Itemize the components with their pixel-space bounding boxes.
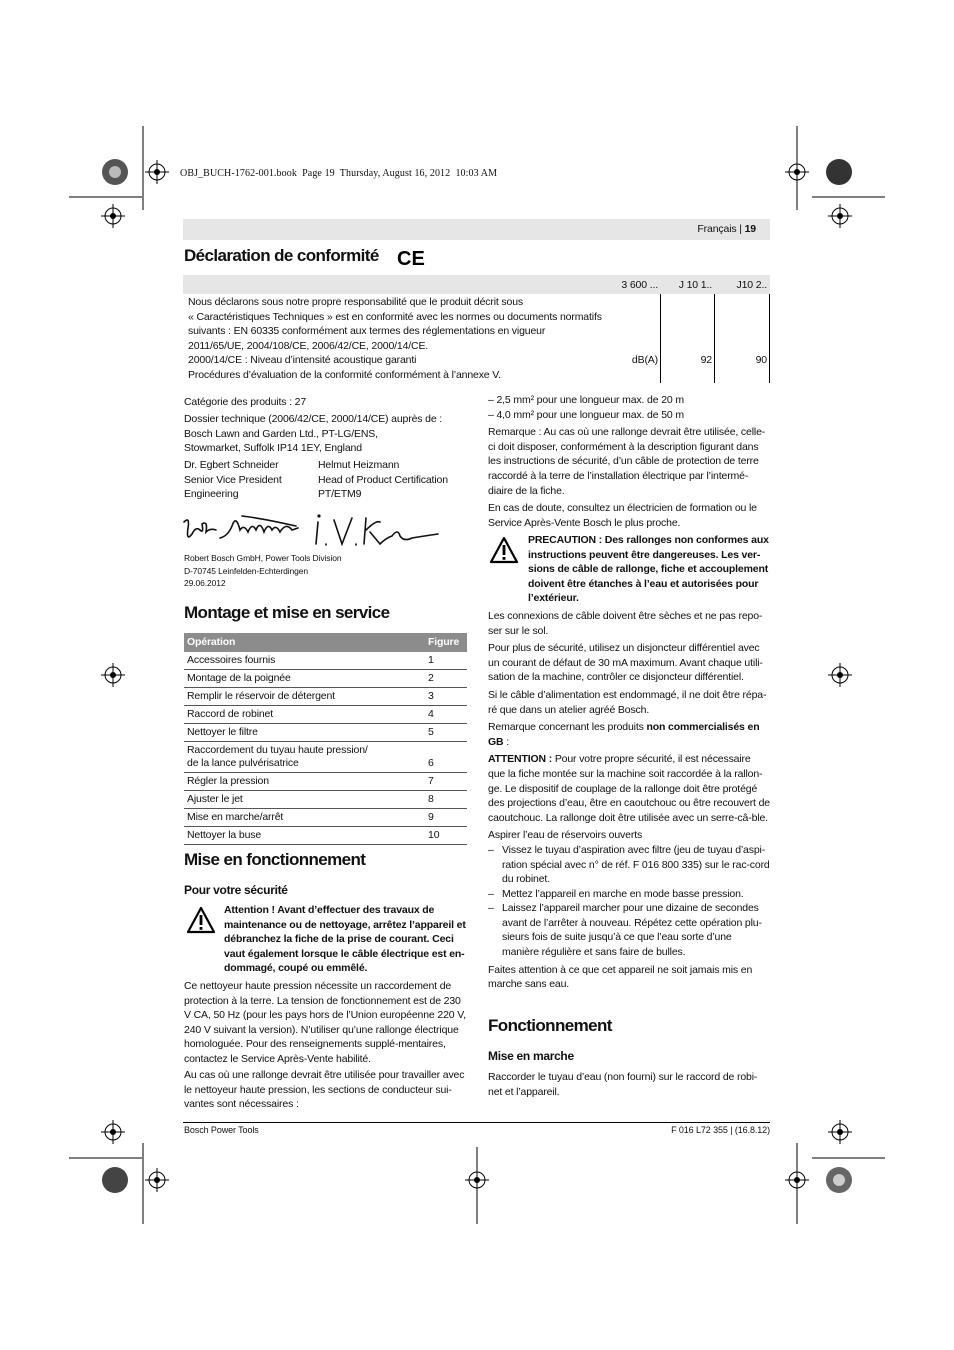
- company-line: D-70745 Leinfelden-Echterdingen: [184, 565, 309, 576]
- value-92: 92: [700, 354, 712, 366]
- figure-cell: 3: [425, 687, 467, 705]
- safety-title: Pour votre sécurité: [184, 883, 288, 897]
- mise-en-marche-title: Mise en marche: [488, 1049, 574, 1063]
- company-line: Robert Bosch GmbH, Power Tools Division: [184, 553, 342, 563]
- page-header: Français | 19: [697, 223, 756, 235]
- faites-paragraph: Faites attention à ce que cet appareil ne soit jamais mis en marche sans eau.: [488, 963, 753, 991]
- dossier-line: Bosch Lawn and Garden Ltd., PT-LG/ENS,: [184, 427, 378, 440]
- technical-dossier: [184, 412, 474, 456]
- signatory-line: Engineering: [184, 488, 239, 501]
- ce-mark: [397, 248, 425, 268]
- operation-cell: Accessoires fournis: [184, 652, 425, 670]
- operations-table: [184, 633, 467, 845]
- signatory-line: PT/ETM9: [318, 488, 362, 501]
- figure-cell: 4: [425, 705, 467, 723]
- col-header-1: 3 600 ...: [621, 279, 658, 291]
- figure-cell: 9: [425, 808, 467, 826]
- statement-line: suivants : EN 60335 conformément aux termes des réglementations en vigueur: [188, 325, 546, 338]
- company-line: 29.06.2012: [184, 578, 226, 588]
- table-row: [184, 723, 467, 741]
- operation-cell: Nettoyer le filtre: [184, 723, 425, 741]
- table-row: [184, 790, 467, 808]
- procedure-line: Procédures d’évaluation de la conformité conformément à l’annexe V.: [188, 368, 501, 381]
- disjoncteur-paragraph: Pour plus de sécurité, utilisez un disjoncteur différentiel avec un courant de défaut de 30 mA maximum. Avant chaque utili-sation de la machine, contrôler ce disjoncteur différentiel.: [488, 642, 763, 684]
- section-line: – 2,5 mm² pour une longueur max. de 20 m: [488, 394, 684, 406]
- declaration-title: Déclaration de conformité: [184, 246, 379, 265]
- right-column-lower: [488, 609, 770, 995]
- operation-cell: Mise en marche/arrêt: [184, 808, 425, 826]
- signatory-line: Dr. Egbert Schneider: [184, 459, 279, 471]
- figure-cell: 10: [425, 826, 467, 844]
- montage-title: Montage et mise en service: [184, 603, 390, 622]
- noise-line: 2000/14/CE : Niveau d’intensité acoustique garanti: [188, 354, 417, 367]
- signatory-line: Helmut Heizmann: [318, 459, 400, 471]
- table-row: [184, 826, 467, 844]
- footer-rule: [183, 1122, 770, 1123]
- value-90: 90: [755, 354, 767, 366]
- operation-cell: Régler la pression: [184, 772, 425, 790]
- col-operation: Opération: [184, 633, 425, 652]
- connexions-paragraph: Les connexions de câble doivent être sèches et ne pas repo-ser sur le sol.: [488, 610, 763, 637]
- svg-text:CE: CE: [397, 248, 425, 268]
- signatory-line: Senior Vice President: [184, 473, 282, 486]
- col-header-2: J 10 1..: [678, 279, 712, 291]
- signatory-line: Head of Product Certification: [318, 473, 448, 486]
- right-column: [488, 393, 770, 533]
- statement-line: Nous déclarons sous notre propre responsabilité que le produit décrit sous: [188, 296, 524, 308]
- gb-remark-colon: :: [503, 735, 509, 748]
- aspirer-line: Aspirer l’eau de réservoirs ouverts: [488, 829, 643, 842]
- operation-cell: Remplir le réservoir de détergent: [184, 687, 425, 705]
- figure-cell: 2: [425, 669, 467, 687]
- fonctionnement-title: Fonctionnement: [488, 1016, 612, 1035]
- col-header-3: J10 2..: [736, 279, 767, 291]
- gb-remark-text: Remarque concernant les produits: [488, 721, 647, 734]
- footer-left: Bosch Power Tools: [184, 1125, 259, 1135]
- protection-paragraph: Ce nettoyeur haute pression nécessite un raccordement de protection à la terre. La tension de fonctionnement est de 230 V CA, 50 Hz (pour les pays hors de l’Union européenne 220 V, 240 V suivant la version). N’utiliser qu’une rallonge électrique homologuée. Pour des renseignements supplé-mentaires, contactez le Service Après-Vente habilité.: [184, 980, 466, 1065]
- table-row: [184, 687, 467, 705]
- cable-paragraph: Si le câble d’alimentation est endommagé, il ne doit être répa-ré que dans un atelier agréé Bosch.: [488, 688, 767, 716]
- footer-right: F 016 L72 355 | (16.8.12): [671, 1125, 770, 1135]
- statement-line: « Caractéristiques Techniques » est en conformité avec les normes ou documents normatifs: [188, 310, 602, 323]
- statement-line: 2011/65/UE, 2004/108/CE, 2006/42/CE, 2000/14/CE.: [188, 339, 429, 352]
- handwritten-signatures: [180, 508, 445, 550]
- print-header: OBJ_BUCH-1762-001.book Page 19 Thursday, August 16, 2012 10:03 AM: [180, 168, 498, 179]
- table-row: [184, 705, 467, 723]
- attention-text: Pour votre propre sécurité, il est nécessaire que la fiche montée sur la machine soit raccordée à la rallon-ge. Le dispositif de couplage de la rallonge doit être protégé des projections d’eau, être en caoutchouc ou être recouvert de caoutchouc. La rallonge doit être utilisée avec un serre-câ-ble.: [488, 753, 770, 824]
- operation-cell: Nettoyer la buse: [184, 826, 425, 844]
- figure-cell: 8: [425, 790, 467, 808]
- step-item: – Vissez le tuyau d’aspiration avec filtre (jeu de tuyau d’aspi-ration spécial avec n° de réf. F 016 800 335) sur le rac-cord du robinet.: [488, 843, 770, 887]
- figure-cell: 5: [425, 723, 467, 741]
- attention-label: ATTENTION :: [488, 753, 553, 766]
- header-language: Français: [697, 223, 737, 235]
- company-address: [184, 552, 342, 590]
- signatory-2: [318, 458, 448, 502]
- table-row: [184, 652, 467, 670]
- figure-cell: 1: [425, 652, 467, 670]
- safety-warning: Attention ! Avant d’effectuer des travaux de maintenance ou de nettoyage, arrêtez l’appareil et débranchez la fiche de la prise de courant. Ceci vaut également lorsque le câble électrique est en-dommagé, coupé ou emmêlé.: [224, 904, 466, 975]
- figure-cell: 6: [425, 741, 467, 772]
- extension-paragraph: Au cas où une rallonge devrait être utilisée pour travailler avec le nettoyeur haute pression, les sections de conducteur sui-vantes sont nécessaires :: [184, 1069, 465, 1111]
- operation-cell: Ajuster le jet: [184, 790, 425, 808]
- gb-remark: [488, 720, 770, 749]
- table-row: [184, 741, 467, 772]
- operation-cell: Raccord de robinet: [184, 705, 425, 723]
- operation-cell: Montage de la poignée: [184, 669, 425, 687]
- attention-paragraph: [488, 752, 770, 825]
- dossier-line: Dossier technique (2006/42/CE, 2000/14/CE) auprès de :: [184, 413, 443, 425]
- table-row: [184, 772, 467, 790]
- step-item: – Mettez l’appareil en marche en mode basse pression.: [488, 887, 770, 902]
- warning-icon: [489, 536, 519, 564]
- raccorder-paragraph: Raccorder le tuyau d’eau (non fourni) sur le raccord de robi-net et l’appareil.: [488, 1071, 758, 1098]
- figure-cell: 7: [425, 772, 467, 790]
- declaration-statement: [188, 295, 618, 383]
- precaution-warning: PRECAUTION : Des rallonges non conformes aux instructions peuvent être dangereuses. Les ver-sions de câble de rallonge, fiche et accouplement doivent être étanches à l’eau et autorisées pour l’extérieur.: [528, 534, 769, 605]
- step-item: – Laissez l’appareil marcher pour une dizaine de secondes avant de l’arrêter à nouveau. Répétez cette opération plu-sieurs fois de suite jusqu’à ce que l’eau sorte d’une manière régulière et sans faire de bulles.: [488, 901, 770, 959]
- table-row: [184, 669, 467, 687]
- remark-paragraph: Remarque : Au cas où une rallonge devrait être utilisée, celle-ci doit disposer, conformément à la description figurant dans les instructions de sécurité, d’un câble de protection de terre raccordé à la terre de l’installation électrique par l’intermé-diaire de la fiche.: [488, 426, 766, 497]
- section-line: – 4,0 mm² pour une longueur max. de 50 m: [488, 408, 684, 421]
- unit-dba: dB(A): [631, 354, 658, 366]
- product-category: Catégorie des produits : 27: [184, 396, 307, 408]
- table-row: [184, 808, 467, 826]
- col-divider-1: [660, 294, 661, 383]
- doubt-paragraph: En cas de doute, consultez un électricien de formation ou le Service Après-Vente Bosch le plus proche.: [488, 502, 757, 529]
- col-divider-3: [769, 294, 770, 383]
- col-figure: Figure: [425, 633, 467, 652]
- operation-cell: Raccordement du tuyau haute pression/ de la lance pulvérisatrice: [184, 741, 425, 772]
- signatory-1: [184, 458, 282, 502]
- col-divider-2: [714, 294, 715, 383]
- dossier-line: Stowmarket, Suffolk IP14 1EY, England: [184, 442, 362, 455]
- gb-remark-bold: non commercialisés en GB: [488, 721, 760, 748]
- page-number: 19: [744, 223, 756, 235]
- mise-en-fonctionnement-title: Mise en fonctionnement: [184, 850, 366, 869]
- warning-icon: [186, 906, 216, 934]
